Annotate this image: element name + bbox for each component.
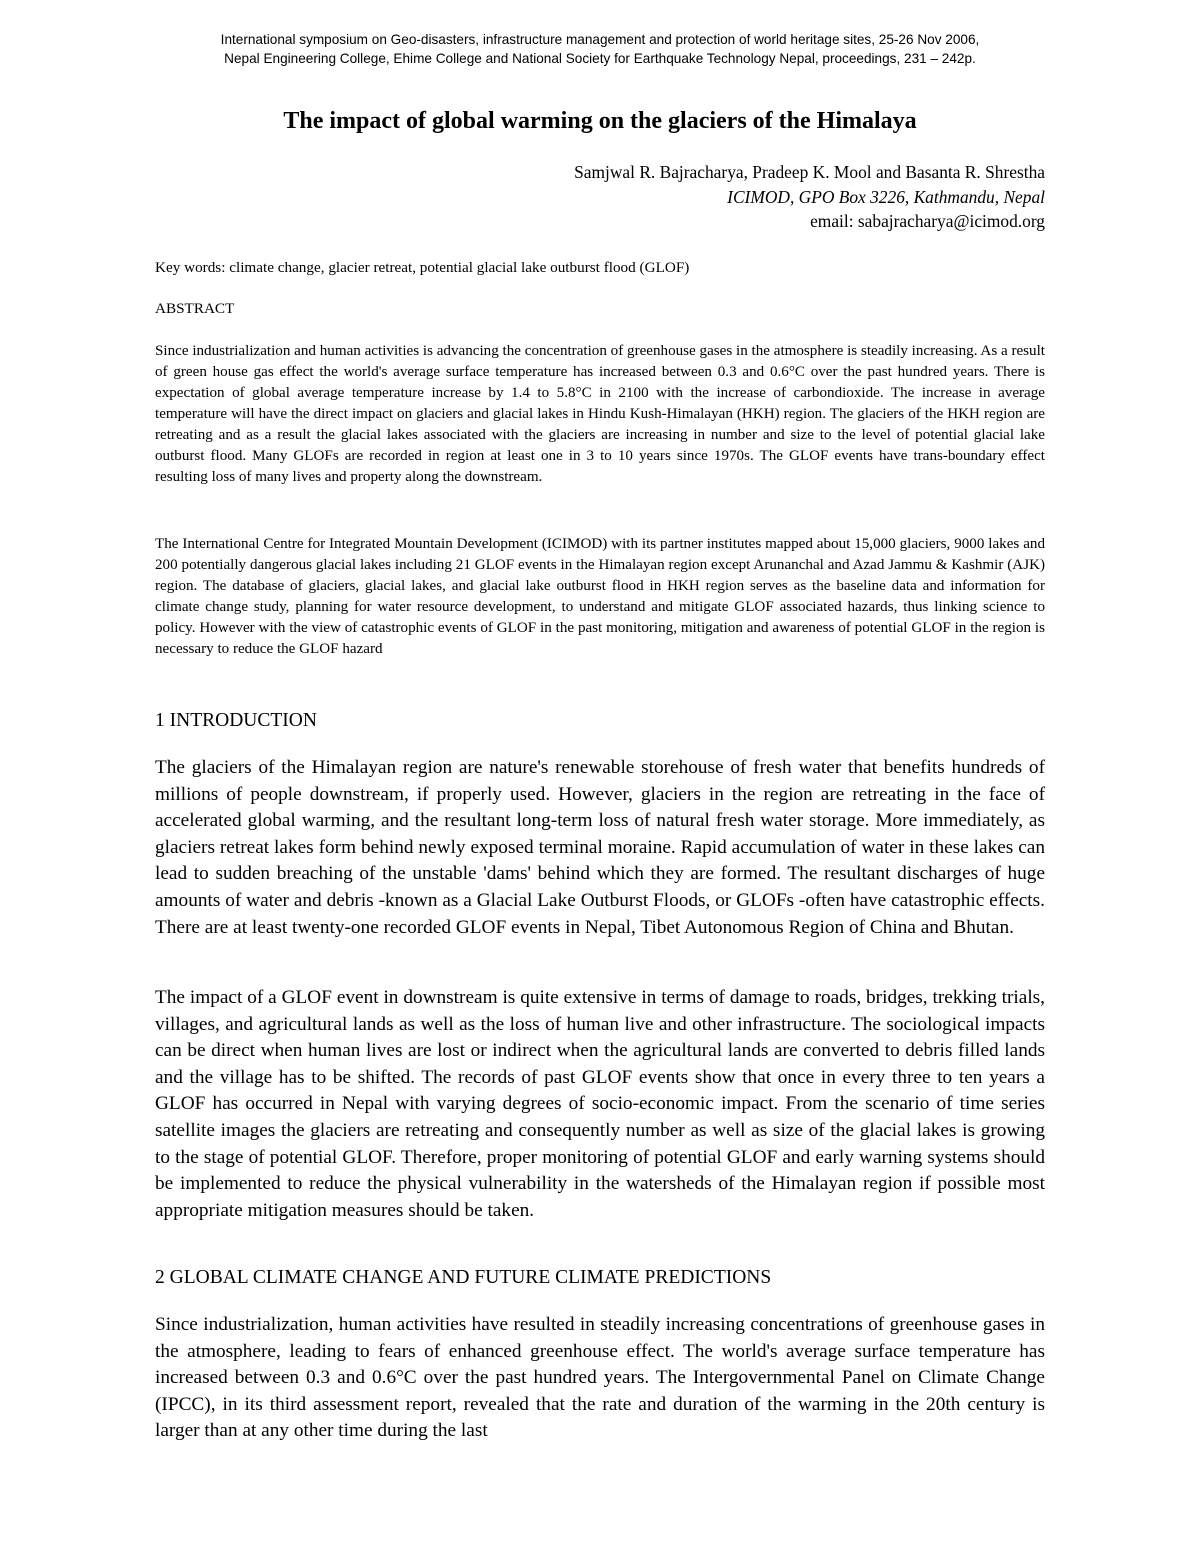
header-line-1: International symposium on Geo-disasters, infrastructure management and protection of world heritage sites, 25-26 Nov 2006, <box>220 32 980 47</box>
running-header <box>150 30 1050 68</box>
keywords: Key words: climate change, glacier retreat, potential glacial lake outburst flood (GLOF) <box>155 259 690 276</box>
author-block <box>574 160 1045 234</box>
introduction-paragraph-1: The glaciers of the Himalayan region are nature's renewable storehouse of fresh water that benefits hundreds of millions of people downstream, if properly used. However, glaciers in the region are retreating in the face of accelerated global warming, and the resultant long-term loss of natural fresh water storage. More immediately, as glaciers retreat lakes form behind newly exposed terminal moraine. Rapid accumulation of water in these lakes can lead to sudden breaching of the unstable 'dams' behind which they are formed. The resultant discharges of huge amounts of water and debris -known as a Glacial Lake Outburst Floods, or GLOFs -often have catastrophic effects. There are at least twenty-one recorded GLOF events in Nepal, Tibet Autonomous Region of China and Bhutan. <box>155 757 1045 938</box>
author-names: Samjwal R. Bajracharya, Pradeep K. Mool and Basanta R. Shrestha <box>574 162 1045 182</box>
author-email: email: sabajracharya@icimod.org <box>810 211 1045 231</box>
paper-title: The impact of global warming on the glaciers of the Himalaya <box>283 108 917 134</box>
abstract-paragraph-2: The International Centre for Integrated Mountain Development (ICIMOD) with its partner institutes mapped about 15,000 glaciers, 9000 lakes and 200 potentially dangerous glacial lakes including 21 GLOF events in the Himalayan region except Arunanchal and Azad Jammu & Kashmir (AJK) region. The database of glaciers, glacial lakes, and glacial lake outburst flood in HKH region serves as the baseline data and information for climate change study, planning for water resource development, to understand and mitigate GLOF associated hazards, thus linking science to policy. However with the view of catastrophic events of GLOF in the past monitoring, mitigation and awareness of potential GLOF in the region is necessary to reduce the GLOF hazard <box>155 536 1045 657</box>
abstract-heading: ABSTRACT <box>155 300 235 317</box>
introduction-heading: 1 INTRODUCTION <box>155 710 317 731</box>
section-2-heading: 2 GLOBAL CLIMATE CHANGE AND FUTURE CLIMATE PREDICTIONS <box>155 1267 772 1288</box>
section-2-paragraph-1: Since industrialization, human activities have resulted in steadily increasing concentrations of greenhouse gases in the atmosphere, leading to fears of enhanced greenhouse effect. The world's average surface temperature has increased between 0.3 and 0.6°C over the past hundred years. The Intergovernmental Panel on Climate Change (IPCC), in its third assessment report, revealed that the rate and duration of the warming in the 20th century is larger than at any other time during the last <box>155 1314 1045 1442</box>
introduction-paragraph-2: The impact of a GLOF event in downstream is quite extensive in terms of damage to roads, bridges, trekking trials, villages, and agricultural lands as well as the loss of human live and other infrastructure. The sociological impacts can be direct when human lives are lost or indirect when the agricultural lands are converted to debris filled lands and the village has to be shifted. The records of past GLOF events show that once in every three to ten years a GLOF has occurred in Nepal with varying degrees of socio-economic impact. From the scenario of time series satellite images the glaciers are retreating and consequently number as well as size of the glacial lakes is growing to the stage of potential GLOF. Therefore, proper monitoring of potential GLOF and early warning systems should be implemented to reduce the physical vulnerability in the watersheds of the Himalayan region if possible most appropriate mitigation measures should be taken. <box>155 987 1045 1221</box>
author-affiliation: ICIMOD, GPO Box 3226, Kathmandu, Nepal <box>727 186 1045 207</box>
header-line-2: Nepal Engineering College, Ehime College and National Society for Earthquake Technology Nepal, proceedings, 231 – 242p. <box>224 51 976 66</box>
abstract-paragraph-1: Since industrialization and human activities is advancing the concentration of greenhouse gases in the atmosphere is steadily increasing. As a result of green house gas effect the world's average surface temperature has increased between 0.3 and 0.6°C over the past hundred years. There is expectation of global average temperature increase by 1.4 to 5.8°C in 2100 with the increase of carbondioxide. The increase in average temperature will have the direct impact on glaciers and glacial lakes in Hindu Kush-Himalayan (HKH) region. The glaciers of the HKH region are retreating and as a result the glacial lakes associated with the glaciers are increasing in number and size to the level of potential glacial lake outburst flood. Many GLOFs are recorded in region at least one in 3 to 10 years since 1970s. The GLOF events have trans-boundary effect resulting loss of many lives and property along the downstream. <box>155 343 1045 485</box>
